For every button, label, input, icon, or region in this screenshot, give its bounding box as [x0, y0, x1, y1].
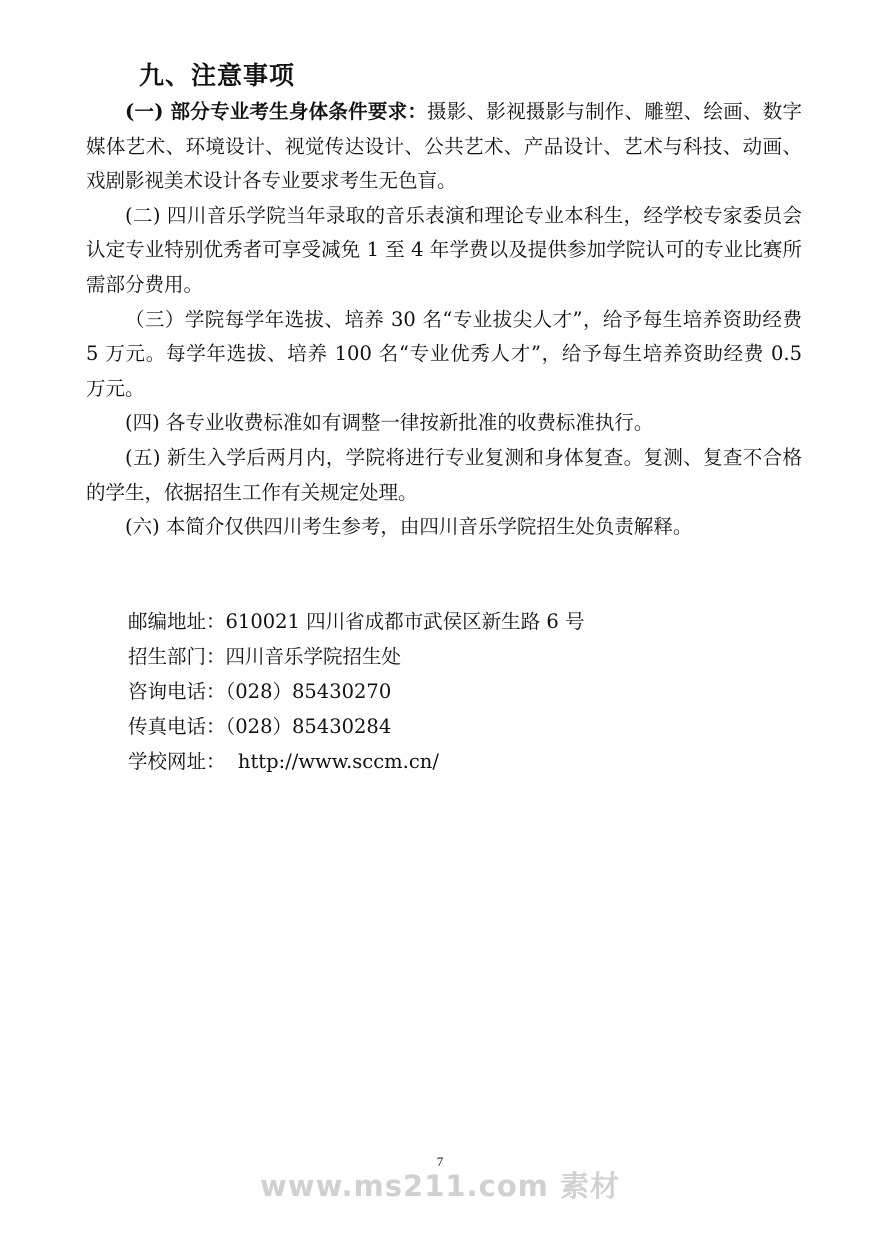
contact-department-row	[128, 639, 584, 674]
note-item-1	[86, 95, 802, 199]
contact-phone-value: （028）85430270	[225, 680, 392, 703]
watermark-text: www.ms211.com 素材	[260, 1169, 620, 1203]
contact-department-label: 招生部门：	[128, 645, 226, 668]
note-item-1-lead: (一) 部分专业考生身体条件要求：	[125, 100, 428, 123]
contact-phone-label: 咨询电话：	[128, 680, 226, 703]
note-item-1-text: 摄影、影视摄影与制作、雕塑、绘画、数字媒体艺术、环境设计、视觉传达设计、公共艺术、产品设计、艺术与科技、动画、戏剧影视美术设计各专业要求考生无色盲。	[86, 100, 802, 193]
contact-department-value: 四川音乐学院招生处	[225, 645, 402, 668]
notes-body	[86, 95, 802, 545]
contact-block	[128, 604, 584, 779]
contact-website-row	[128, 744, 584, 779]
contact-address-value: 610021 四川省成都市武侯区新生路 6 号	[225, 610, 585, 633]
page-number: 7	[436, 1154, 444, 1169]
contact-fax-row	[128, 709, 584, 744]
contact-phone-row	[128, 674, 584, 709]
contact-website-value: http://www.sccm.cn/	[225, 750, 439, 773]
note-item-3: （三）学院每学年选拔、培养 30 名“专业拔尖人才”，给予每生培养资助经费 5 万元。每学年选拔、培养 100 名“专业优秀人才”，给予每生培养资助经费 0.5 万元。	[86, 307, 802, 400]
contact-fax-value: （028）85430284	[225, 715, 392, 738]
note-item-4: (四) 各专业收费标准如有调整一律按新批准的收费标准执行。	[125, 411, 654, 435]
note-item-6: (六) 本简介仅供四川考生参考，由四川音乐学院招生处负责解释。	[125, 515, 693, 539]
contact-fax-label: 传真电话：	[128, 715, 226, 738]
note-item-2: (二) 四川音乐学院当年录取的音乐表演和理论专业本科生，经学校专家委员会认定专业特别优秀者可享受减免 1 至 4 年学费以及提供参加学院认可的专业比赛所需部分费用。	[86, 203, 802, 296]
contact-address-row	[128, 604, 584, 639]
note-item-5: (五) 新生入学后两月内，学院将进行专业复测和身体复查。复测、复查不合格的学生，依据招生工作有关规定处理。	[86, 445, 802, 504]
contact-website-label: 学校网址：	[128, 750, 226, 773]
contact-address-label: 邮编地址：	[128, 610, 226, 633]
section-heading: 九、注意事项	[139, 61, 296, 90]
